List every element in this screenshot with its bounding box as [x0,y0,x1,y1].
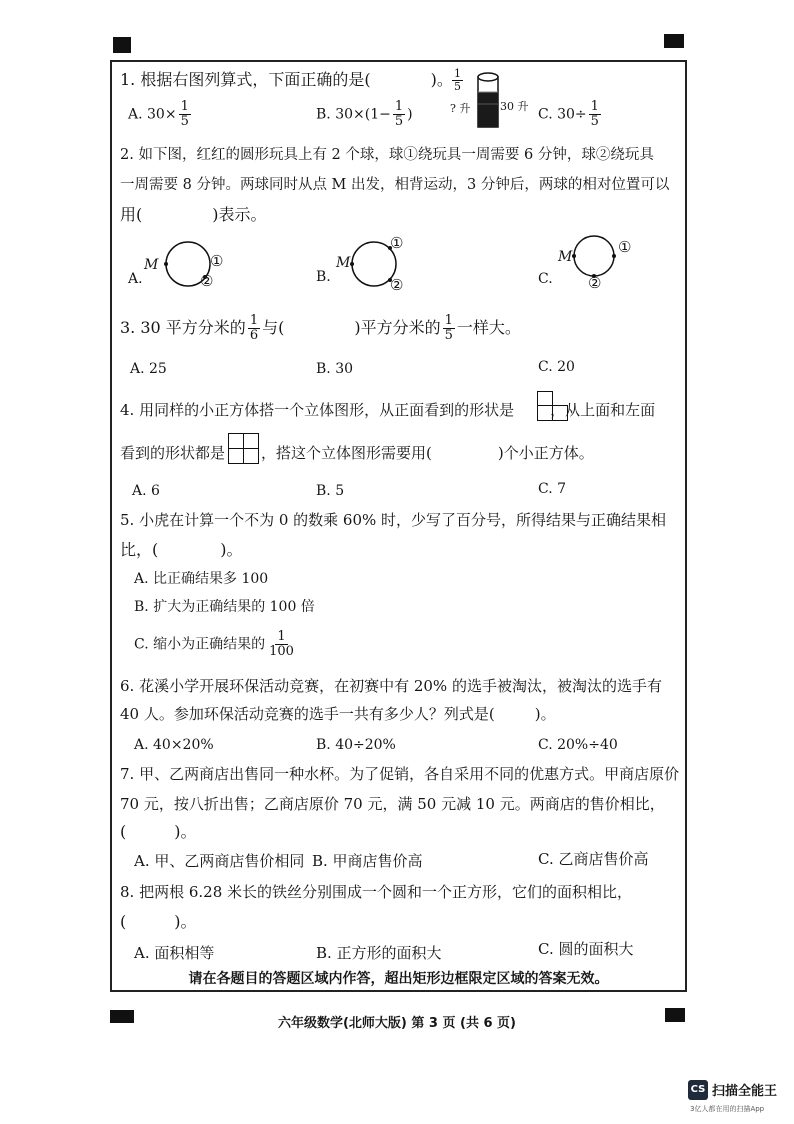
question-1 [120,70,453,90]
cylinder-icon [477,72,499,132]
point-m-label: M [558,249,573,265]
fraction: $\frac{1}{100}$ [269,629,294,659]
answer-area-notice: 请在各题目的答题区域内作答，超出矩形边框限定区域的答案无效。 [188,971,609,987]
camscanner-logo-icon: CS [688,1080,708,1100]
q7-option-b[interactable]: B. 甲商店售价高 [312,852,423,870]
question-6-line-1: 6. 花溪小学开展环保活动竞赛，在初赛中有 20% 的选手被淘汰，被淘汰的选手有 [120,677,662,695]
question-4-line-1: 4. 用同样的小正方体搭一个立体图形，从正面看到的形状是 ，从上面和左面 [120,401,656,419]
q3-option-b[interactable]: B. 30 [316,361,354,377]
q1-option-b[interactable]: B. 30×(1− $\frac{1}{5}$ ) [316,99,413,129]
question-2-line-1: 2. 如下图，红红的圆形玩具上有 2 个球，球①绕玩具一周需要 6 分钟，球②绕玩具 [120,147,654,163]
q2-option-b[interactable]: B. M ① ② [316,232,426,294]
q3-option-c[interactable]: C. 20 [538,359,575,375]
q4-option-b[interactable]: B. 5 [316,483,345,499]
question-2-line-2: 一周需要 8 分钟。两球同时从点 M 出发，相背运动，3 分钟后，两球的相对位置可以 [120,177,670,193]
cube-square [243,448,259,464]
cube-square [537,391,553,406]
ball-1-label: ① [210,252,224,270]
fraction: $\frac{1}{5}$ [180,99,189,129]
scanner-tagline: 3亿人都在用的扫描App [690,1105,765,1113]
fraction: $\frac{1}{6}$ [249,313,259,343]
q8-option-b[interactable]: B. 正方形的面积大 [316,944,442,962]
question-8-line-2: ( )。 [120,912,197,931]
q3-option-a[interactable]: A. 25 [130,361,167,377]
ball-1-label: ① [618,238,632,256]
q6-option-b[interactable]: B. 40÷20% [316,737,396,753]
figure-fraction: $\frac{1}{5}$ [454,67,461,93]
question-4-line-2: 看到的形状都是 ，搭这个立体图形需要用( )个小正方体。 [120,444,594,462]
top-left-view-shape [228,433,260,465]
q2-option-c[interactable]: C. M ① ② [538,232,648,294]
question-5-line-2: 比，( )。 [120,540,243,559]
q7-option-c[interactable]: C. 乙商店售价高 [538,850,649,868]
question-7-line-1: 7. 甲、乙两商店出售同一种水杯。为了促销，各自采用不同的优惠方式。甲商店原价 [120,765,680,783]
ball-2-label: ② [200,272,214,290]
front-view-shape [537,391,569,421]
fraction: $\frac{1}{5}$ [444,313,453,343]
question-1-text-end: )。 [430,70,453,89]
cube-square [552,405,568,421]
question-7-line-3: ( )。 [120,822,197,841]
question-6-line-2: 40 人。参加环保活动竞赛的选手一共有多少人？列式是( )。 [120,705,556,723]
cube-square [228,448,244,464]
q5-option-c[interactable]: C. 缩小为正确结果的 $\frac{1}{100}$ [134,629,294,659]
q1-option-c[interactable]: C. 30÷ $\frac{1}{5}$ [538,99,599,129]
cube-square [228,433,244,449]
q5-option-b[interactable]: B. 扩大为正确结果的 100 倍 [134,599,315,615]
q8-option-a[interactable]: A. 面积相等 [134,944,215,962]
cube-square [537,405,553,421]
question-7-line-2: 70 元，按八折出售；乙商店原价 70 元，满 50 元减 10 元。两商店的售价相比， [120,795,665,813]
question-2-line-3: 用( )表示。 [120,205,267,224]
figure-left-label: ? 升 [450,102,471,115]
q1-option-a[interactable]: A. 30× $\frac{1}{5}$ [128,99,189,129]
question-1-text: 1. 根据右图列算式，下面正确的是( [120,70,371,89]
q7-option-a[interactable]: A. 甲、乙两商店售价相同 [134,852,305,870]
ball-2-label: ② [390,276,404,294]
registration-mark-top-left [113,37,131,53]
q8-option-c[interactable]: C. 圆的面积大 [538,940,634,958]
fraction: $\frac{1}{5}$ [394,99,404,129]
q4-option-c[interactable]: C. 7 [538,481,567,497]
q6-option-c[interactable]: C. 20%÷40 [538,737,618,753]
registration-mark-top-right [664,34,684,48]
question-5-line-1: 5. 小虎在计算一个不为 0 的数乘 60% 时，少写了百分号，所得结果与正确结果相 [120,511,667,529]
q1-cylinder-figure [450,66,530,136]
q4-option-a[interactable]: A. 6 [132,483,160,499]
point-m-label: M [336,255,351,271]
q5-option-a[interactable]: A. 比正确结果多 100 [134,571,269,587]
point-m-label: M [144,257,159,273]
question-3: 3. 30 平方分米的 $\frac{1}{6}$ 与( )平方分米的 $\frac{1}{5}$ 一样大。 [120,313,521,343]
scanner-brand-name: 扫描全能王 [712,1084,778,1099]
ball-1-label: ① [390,234,404,252]
question-8-line-1: 8. 把两根 6.28 米长的铁丝分别围成一个圆和一个正方形，它们的面积相比， [120,883,633,901]
ball-2-label: ② [588,274,602,292]
page-footer: 六年级数学(北师大版) 第 3 页 (共 6 页) [277,1016,516,1031]
fraction: $\frac{1}{5}$ [590,99,599,129]
figure-right-label: 30 升 [500,100,529,113]
q2-option-a[interactable]: A. M ① ② [128,232,238,294]
q6-option-a[interactable]: A. 40×20% [134,737,214,753]
cube-square [243,433,259,449]
